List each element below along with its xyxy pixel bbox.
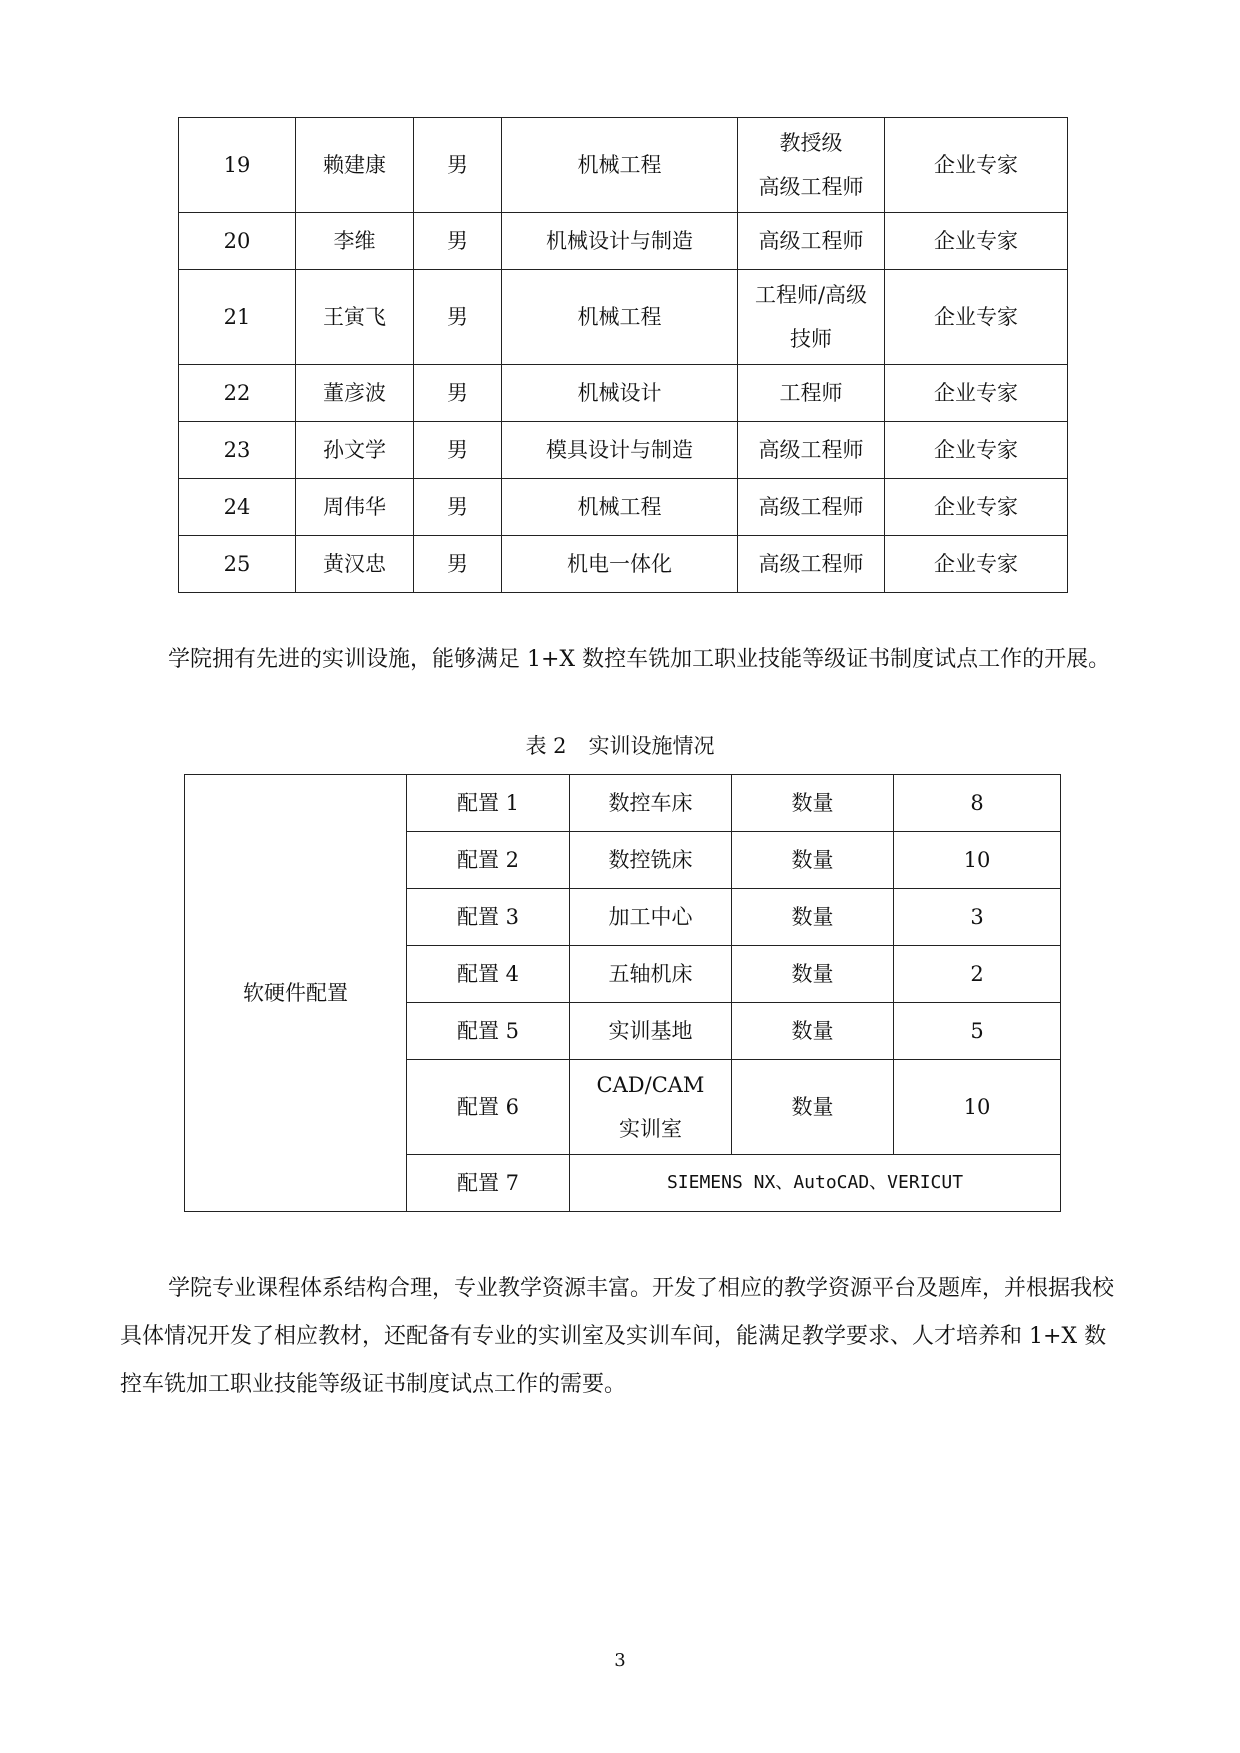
cell-title [738,365,885,422]
cell-major: 机械设计与制造 [502,213,738,270]
cell-qty: 5 [894,1003,1061,1060]
cell-config: 配置 4 [407,946,570,1003]
cell-gender: 男 [414,270,502,365]
cell-qty: 8 [894,775,1061,832]
title-line: 高级工程师 [758,438,864,462]
cell-major: 模具设计与制造 [502,422,738,479]
cell-major: 机械工程 [502,479,738,536]
cell-title [738,536,885,593]
cell-name: 周伟华 [296,479,414,536]
cell-number: 23 [179,422,296,479]
cell-config: 配置 5 [407,1003,570,1060]
item-line: CAD/CAM [596,1073,705,1097]
cell-gender: 男 [414,479,502,536]
item-line: 实训基地 [608,1019,693,1043]
paragraph-facilities: 学院拥有先进的实训设施，能够满足 1+X 数控车铣加工职业技能等级证书制度试点工作的开展。 [168,647,1111,672]
cell-name: 赖建康 [296,118,414,213]
cell-type: 企业专家 [885,118,1068,213]
table-row [179,365,1068,422]
item-line: 加工中心 [608,905,693,929]
cell-gender: 男 [414,118,502,213]
title-line: 教授级 [779,131,843,155]
cell-qty-label: 数量 [732,1003,894,1060]
cell-type: 企业专家 [885,479,1068,536]
cell-config: 配置 7 [407,1155,570,1212]
cell-major: 机械工程 [502,118,738,213]
cell-item [570,1003,732,1060]
cell-qty: 3 [894,889,1061,946]
paragraph-curriculum: 学院专业课程体系结构合理，专业教学资源丰富。开发了相应的教学资源平台及题库，并根据我校具体情况开发了相应教材，还配备有专业的实训室及实训车间，能满足教学要求、人才培养和 1+X 数控车铣加工职业技能等级证书制度试点工作的需要。 [120,1276,1115,1397]
table-row [179,270,1068,365]
cell-gender: 男 [414,365,502,422]
cell-name: 黄汉忠 [296,536,414,593]
cell-major: 机械设计 [502,365,738,422]
cell-gender: 男 [414,422,502,479]
cell-config: 配置 2 [407,832,570,889]
cell-qty-label: 数量 [732,832,894,889]
title-line: 高级工程师 [758,495,864,519]
cell-title [738,270,885,365]
item-line: 五轴机床 [608,962,693,986]
cell-number: 22 [179,365,296,422]
table-caption [0,726,1240,766]
cell-qty-label: 数量 [732,1060,894,1155]
cell-type: 企业专家 [885,213,1068,270]
title-line: 高级工程师 [758,229,864,253]
cell-item [570,1060,732,1155]
cell-qty-label: 数量 [732,889,894,946]
cell-name: 孙文学 [296,422,414,479]
cell-title [738,213,885,270]
cell-qty: 10 [894,1060,1061,1155]
cell-gender: 男 [414,213,502,270]
cell-qty: 2 [894,946,1061,1003]
cell-number: 21 [179,270,296,365]
cell-name: 王寅飞 [296,270,414,365]
cell-type: 企业专家 [885,536,1068,593]
cell-title [738,479,885,536]
group-label-cell: 软硬件配置 [185,775,407,1212]
cell-qty: 10 [894,832,1061,889]
cell-title [738,118,885,213]
cell-config: 配置 1 [407,775,570,832]
cell-type: 企业专家 [885,422,1068,479]
cell-software: SIEMENS NX、AutoCAD、VERICUT [570,1155,1061,1212]
cell-qty-label: 数量 [732,775,894,832]
title-line: 高级工程师 [758,552,864,576]
title-line: 工程师/高级 [754,283,868,307]
title-line: 技师 [790,327,832,351]
cell-name: 董彦波 [296,365,414,422]
cell-title [738,422,885,479]
page-number: 3 [614,1650,626,1671]
table-row [185,775,1061,832]
caption-label: 表 2 [525,734,567,758]
staff-table [178,117,1068,593]
cell-major: 机电一体化 [502,536,738,593]
cell-number: 24 [179,479,296,536]
cell-major: 机械工程 [502,270,738,365]
cell-qty-label: 数量 [732,946,894,1003]
cell-item [570,946,732,1003]
cell-item [570,889,732,946]
facility-table [184,774,1061,1212]
caption-text: 实训设施情况 [588,734,715,758]
cell-type: 企业专家 [885,270,1068,365]
cell-type: 企业专家 [885,365,1068,422]
cell-config: 配置 3 [407,889,570,946]
cell-number: 25 [179,536,296,593]
table-row [179,422,1068,479]
title-line: 工程师 [779,381,843,405]
table-row [179,479,1068,536]
table-row [179,213,1068,270]
item-line: 数控车床 [608,791,693,815]
item-line: 数控铣床 [608,848,693,872]
title-line: 高级工程师 [758,175,864,199]
cell-number: 20 [179,213,296,270]
cell-item [570,832,732,889]
cell-number: 19 [179,118,296,213]
table-row [179,536,1068,593]
cell-name: 李维 [296,213,414,270]
table-row [179,118,1068,213]
cell-gender: 男 [414,536,502,593]
item-line: 实训室 [619,1117,682,1141]
cell-config: 配置 6 [407,1060,570,1155]
cell-item [570,775,732,832]
